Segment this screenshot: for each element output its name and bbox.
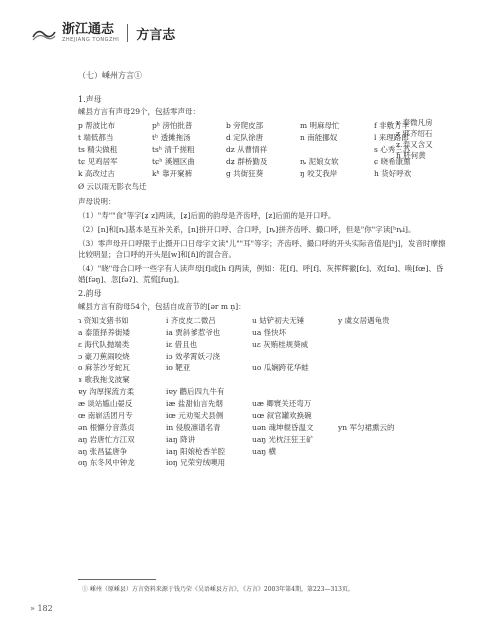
footnote-divider [78, 579, 156, 580]
table-cell: iɐy 鹳后四九牛有 [166, 387, 225, 397]
table-cell: ts 精尖做租 [78, 144, 118, 154]
table-cell: tʰ 透摊拖汤 [152, 132, 191, 142]
table-cell: p 帮波比布 [78, 121, 116, 131]
table-cell: l 来理路郎 [374, 132, 409, 142]
extra-initials [396, 118, 466, 162]
section-name: 方言志 [136, 27, 176, 43]
extra-initial: z 邪齐绍石 [396, 128, 433, 138]
table-cell: uaŋ 横 [252, 446, 277, 456]
logo-text [62, 23, 119, 43]
table-cell: tsʰ 清千搓粗 [152, 144, 195, 154]
table-cell [338, 411, 424, 422]
table-cell: k 高改过古 [78, 168, 115, 178]
finals-table [78, 316, 448, 469]
table-cell: ən 根懈分音蒸贞 [78, 422, 135, 432]
extra-initial: v 奉微凡房 [396, 118, 433, 127]
table-cell [338, 447, 424, 458]
table-cell: ua 怪快坏 [252, 327, 287, 337]
table-cell [338, 435, 424, 446]
table-cell: ɛ 海代队抛端类 [78, 339, 130, 349]
initial-note: （2）[n]和[ȵ]基本是互补关系，[n]拼开口呼、合口呼，[ȵ]拼齐齿呼、撮口呼，但是"你"字读[ʰȵi]。 [78, 225, 416, 235]
finals-heading: 2.韵母 [78, 289, 102, 299]
table-cell: f 非敷方丰 [374, 121, 410, 131]
table-cell: ȵ 泥娘女软 [300, 156, 339, 166]
table-cell [300, 145, 374, 156]
table-cell: uo 瓜娴跨花华蛙 [252, 363, 309, 373]
table-cell: h 货好呼欢 [374, 168, 412, 178]
table-cell: pʰ 滂怕批普 [152, 121, 193, 131]
initials-heading: 1.声母 [78, 94, 102, 104]
table-cell: b 旁爬皮部 [226, 121, 264, 131]
logo-title: 浙江通志 [62, 22, 115, 37]
table-cell: io 靶亚 [166, 363, 191, 373]
table-cell: aŋ 张昌猛唐争 [78, 446, 128, 456]
table-cell: oŋ 东冬风中钟龙 [78, 458, 135, 468]
header-divider [127, 24, 128, 42]
table-cell [338, 458, 424, 469]
page-body [78, 70, 448, 469]
page-header [32, 18, 175, 48]
table-cell: uæ 卿寰关还弯万 [252, 399, 312, 409]
table-cell: uɛ 灰贿桂规葵威 [252, 339, 309, 349]
page-number: » 182 [30, 604, 53, 613]
table-cell: iaŋ 降讲 [166, 434, 196, 444]
footnote: ① 嵊州（原嵊县）方言资料来源于钱乃荣《吴语嵊县方言》，《方言》2003年第4期，第223—313页。 [82, 586, 354, 593]
table-cell [338, 328, 424, 339]
table-cell: uən 魂坤棍昏温文 [252, 422, 314, 432]
section-title: （七）嵊州方言① [78, 71, 142, 80]
table-cell: y 虞女居遇龟贵 [338, 315, 390, 325]
table-cell [166, 375, 252, 386]
table-cell [338, 363, 424, 374]
extra-initial: ʑ 寿又含又 [396, 139, 433, 149]
table-cell: iɛ 借且也 [166, 339, 198, 349]
table-cell: iɔ 效孝霄妖刁浇 [166, 351, 220, 361]
table-cell: ioŋ 兄荣穷绒噢用 [166, 458, 226, 468]
table-cell [338, 340, 424, 351]
extra-initial: ɦ 胚何黄 [396, 150, 426, 160]
table-cell: ɿ 资知支猪书如 [78, 315, 129, 325]
table-cell [338, 399, 424, 410]
table-cell: tɕ 见鸡居军 [78, 156, 118, 166]
table-cell: ɕ 晓希康熏 [374, 156, 411, 166]
wave-logo-icon [32, 24, 56, 42]
table-cell: uaŋ 光枕汪狂王矿 [252, 434, 314, 444]
initials-table [78, 121, 448, 179]
initial-note: （3）零声母开口呼限于止摄开口日母字文读"儿""耳"等字；齐齿呼、撮口呼的开头实际音值是[ʰj]，发音时摩擦比较明显；合口呼的开头是[w]和[ɦ]的混合音。 [78, 238, 446, 259]
table-cell: iœ 元劝冤犬县侧 [166, 410, 224, 420]
table-cell: ɐy 沟厚探流方柔 [78, 387, 135, 397]
table-cell: tɕʰ 溪翘区曲 [152, 156, 195, 166]
table-cell: i 齐皮皮二微吕 [166, 315, 216, 325]
table-cell: g 共街狂葵 [226, 168, 264, 178]
table-cell [338, 387, 424, 398]
table-cell: œ 南崭活团月专 [78, 410, 133, 420]
table-cell: t 端低都当 [78, 132, 114, 142]
finals-intro: 嵊县方言有韵母54个，包括自成音节的[ər m n̩]： [78, 302, 246, 312]
initial-notes-heading: 声母说明： [78, 197, 116, 207]
table-cell: dʑ 群桥勤及 [226, 156, 268, 166]
table-cell: yn 军匀裙熏云的 [338, 422, 395, 432]
page-number-value: 182 [37, 604, 53, 613]
table-cell [252, 375, 338, 386]
table-cell [338, 375, 424, 386]
initials-intro: 嵊县方言有声母29个，包括零声母： [78, 107, 201, 117]
table-cell: iaŋ 阳娘枪香羊腔 [166, 446, 226, 456]
table-cell: ɤ 歌我拖戈波窠 [78, 375, 130, 385]
table-cell: in 侵殷凛谱名青 [166, 422, 221, 432]
table-cell [252, 387, 338, 398]
table-cell: ɔ 豪刀蕉闹咬烧 [78, 351, 130, 361]
table-cell: æ 谈站尴山晏反 [78, 399, 133, 409]
table-cell: uœ 叙官罐欢换碗 [252, 410, 312, 420]
table-cell [338, 352, 424, 363]
table-cell: a 泰篮择养街矮 [78, 327, 130, 337]
zero-initial: Ø 云以雨无影衣鸟迁 [78, 182, 147, 192]
logo-subtitle: ZHEJIANG TONGZHI [62, 37, 120, 43]
table-cell: n 南能挪奴 [300, 132, 338, 142]
table-cell: d 定队徐唐 [226, 132, 264, 142]
table-cell: ia 贾斜爹惹爷也 [166, 327, 221, 337]
initial-note: （4）"晓"母合口呼一些字有人读声母[f]或[h f]两读，例如：花[f]、呼[f]、灰挥辉徽[fɛ]、欢[fɑ]、唤[fœ]、昏婚[fəŋ]、忽[fəʔ]、荒慌[fuŋ]。 [78, 263, 444, 284]
table-cell: kʰ 靠开窠裤 [152, 168, 193, 178]
table-cell: dz 从曹情祥 [226, 144, 268, 154]
table-cell: m 明麻母忙 [300, 121, 340, 131]
table-cell: o 麻茶沙牙蛇瓦 [78, 363, 130, 373]
table-cell: ŋ 咬艾我岸 [300, 168, 338, 178]
table-cell [252, 352, 338, 363]
table-cell: u 姑铲初夫无锤 [252, 315, 305, 325]
table-cell: aŋ 岩唐忙方江双 [78, 434, 135, 444]
initial-note: （1）"寿""食"等字[ʑ z]两读，[ʑ]后面的韵母是齐齿呼，[z]后面的是开口呼。 [78, 211, 336, 221]
table-cell: s 心秀三苏 [374, 144, 411, 154]
table-cell: iæ 盐甜仙言先烟 [166, 399, 223, 409]
table-cell [252, 458, 338, 469]
